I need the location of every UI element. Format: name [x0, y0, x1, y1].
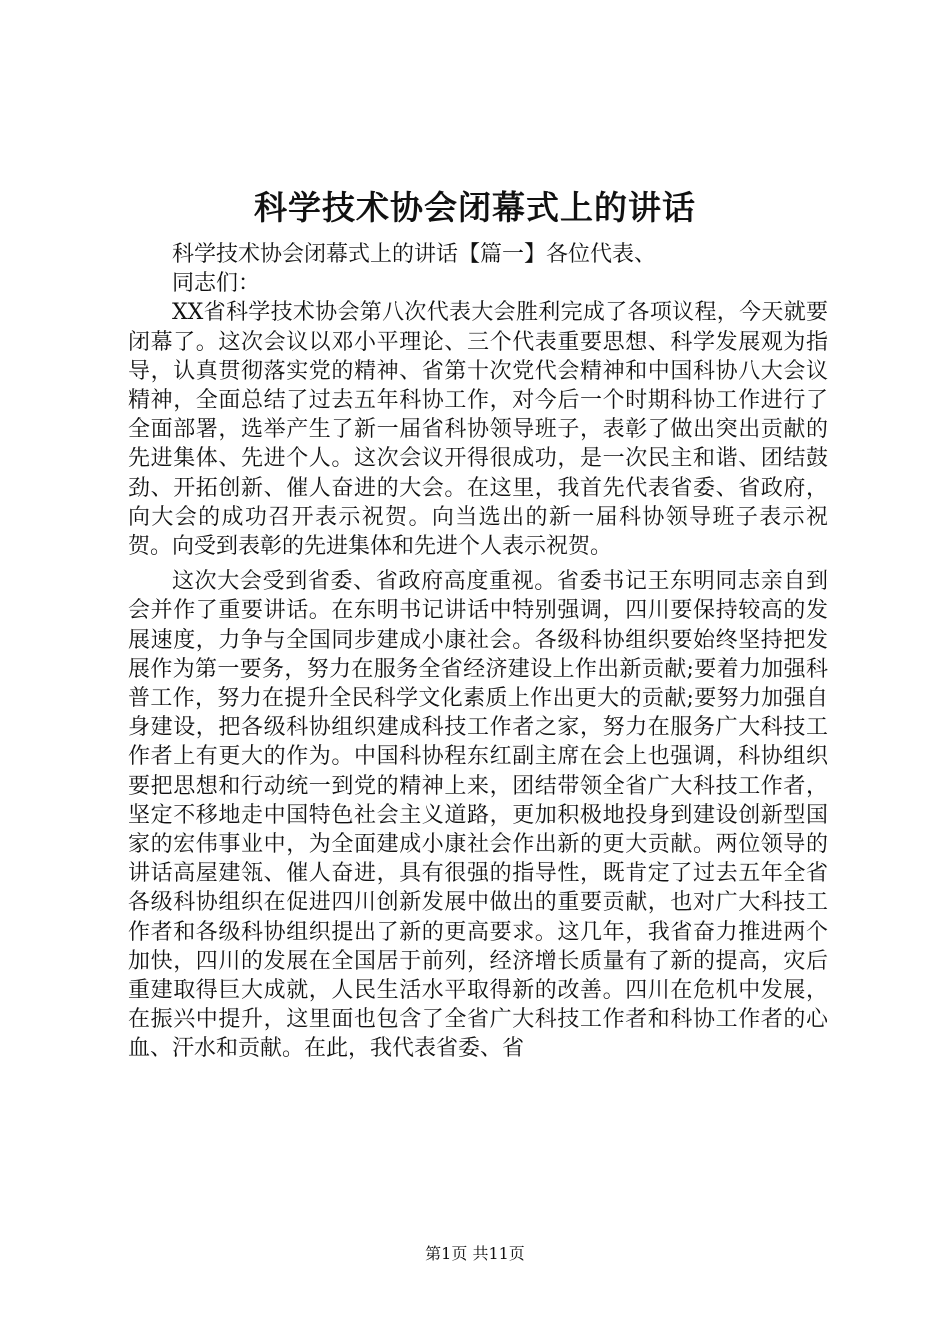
paragraph: XX省科学技术协会第八次代表大会胜利完成了各项议程，今天就要闭幕了。这次会议以邓小平理论、三个代表重要思想、科学发展观为指导，认真贯彻落实党的精神、省第十次党代会精神和中国科协八大会议精神，全面总结了过去五年科协工作，对今后一个时期科协工作进行了全面部署，选举产生了新一届省科协领导班子，表彰了做出突出贡献的先进集体、先进个人。这次会议开得很成功，是一次民主和谐、团结鼓劲、开拓创新、催人奋进的大会。在这里，我首先代表省委、省政府，向大会的成功召开表示祝贺。向当选出的新一届科协领导班子表示祝贺。向受到表彰的先进集体和先进个人表示祝贺。: [128, 300, 828, 560]
paragraph: 这次大会受到省委、省政府高度重视。省委书记王东明同志亲自到会并作了重要讲话。在东明书记讲话中特别强调，四川要保持较高的发展速度，力争与全国同步建成小康社会。各级科协组织要始终坚持把发展作为第一要务，努力在服务全省经济建设上作出新贡献;要着力加强科普工作，努力在提升全民科学文化素质上作出更大的贡献;要努力加强自身建设，把各级科协组织建成科技工作者之家，努力在服务广大科技工作者上有更大的作为。中国科协程东红副主席在会上也强调，科协组织要把思想和行动统一到党的精神上来，团结带领全省广大科技工作者，坚定不移地走中国特色社会主义道路，更加积极地投身到建设创新型国家的宏伟事业中，为全面建成小康社会作出新的更大贡献。两位领导的讲话高屋建瓴、催人奋进，具有很强的指导性，既肯定了过去五年全省各级科协组织在促进四川创新发展中做出的重要贡献，也对广大科技工作者和各级科协组织提出了新的更高要求。这几年，我省奋力推进两个加快，四川的发展在全国居于前列，经济增长质量有了新的提高，灾后重建取得巨大成就，人民生活水平取得新的改善。四川在危机中发展，在振兴中提升，这里面也包含了全省广大科技工作者和科协工作者的心血、汗水和贡献。在此，我代表省委、省: [128, 569, 828, 1062]
greeting: 同志们：: [172, 271, 261, 297]
document-body: [128, 240, 828, 1064]
document-title: 科学技术协会闭幕式上的讲话: [254, 188, 696, 227]
intro-line: 科学技术协会闭幕式上的讲话【篇一】各位代表、: [172, 242, 657, 267]
page-number: 第1页 共11页: [425, 1244, 525, 1263]
